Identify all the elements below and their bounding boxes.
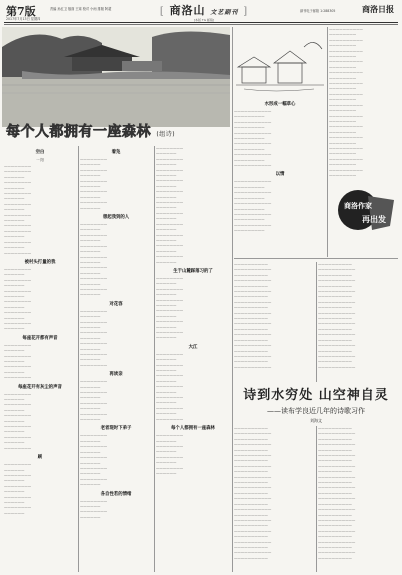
poem-title: 每座花开有灰尘的声音 [18,384,62,390]
column-divider [154,146,155,572]
poem-title: 想起我到的人 [102,215,130,221]
poem-body: ———————— —————— ———————— —————— ———————— —————— ———————— —————— ———————— —————— [80,157,108,210]
article-heading [234,384,398,424]
essay-body: —————————— ——————————— —————————— ——————————— —————————— ——————————— —————————— ——————————— —————————— ——————————— —————————— ——————————— —————————— ——————————— —————————— ——————————— —————————— ——————————— —————————— ——————————— [318,262,356,369]
writers-badge-graphic [328,186,396,238]
poem-body: ———————— ———————— —————— ———————— —————— ———————— —————— ———————— —————— ———————— —————— ———————— ———————— —————— ———————— —————— ———————— [4,164,32,255]
poem-body: ———————— —————— ———————— —————— ———————— —————— ———————— —————— ———————— —————— ———————— —————— ———————— [156,351,184,421]
sketch-graphic [234,27,326,97]
section-zone: 文艺副刊 [210,9,239,16]
poem-title: 每座花开都有声音 [22,335,58,341]
poem-body: ———————— —————— ———————— —————— ———————— —————— ———————— —————— ———————— —————— ———————— [80,308,108,367]
poem-body: ——————————— ————————— ——————————— ————————— ——————————— ————————— ——————————— ————————— ——————————— ————————— ——————————— [234,109,272,168]
article-title: 诗到水穷处 山空神自灵 [243,388,389,403]
essay-body: —————————— ———————— —————————— ———————— —————————— ———————— —————————— ———————— —————————— ———————— —————————— ———————— —————————— ———————— —————————— ———————— —————————— ———————— —————————— ———————— —————————— ———————— —————————— ———————— —————————— ———————— —————————— ———————— [329,27,363,177]
poem-title: 着凫 [111,150,121,155]
poem-body: ———————— —————— ———————— —————— ———————— —————— ———————— [4,342,32,380]
page-number: 第7版 [6,5,36,18]
section-title: 商洛山 [169,4,206,17]
article-subtitle: ——读布学良近几年的诗歌习作 [267,407,365,415]
badge-line-2: 再出发 [362,215,386,224]
poem-title: 刷 [37,455,43,461]
poem-title: 对花容 [109,301,123,307]
village-sketch-illustration [234,27,326,97]
poem-body: ———————— —————— ———————— —————— ———————— —————— ———————— —————— ———————— —————— ———————— —————— ———————— —————— [80,222,108,297]
badge-line-1: 商洛作家 [344,202,372,210]
poem-body: ———————— —————— ———————— —————— ———————— —————— ———————— —————— ———————— —————— [80,433,108,487]
poem-title: 再读亲 [109,372,123,378]
article-author: 刘海文 [310,418,322,423]
essay-body: —————————— ——————————— —————————— ——————————— —————————— ——————————— —————————— ——————————— —————————— ——————————— —————————— ——————————— —————————— ——————————— —————————— ——————————— —————————— ——————————— —————————— ——————————— [234,262,272,369]
lake-pavilion-photo [2,27,230,127]
poem-body: ———————— —————— ———————— —————— ———————— —————— ———————— —————— ———————— —————— [4,462,32,515]
essay-column-c [234,426,314,572]
poem-title: 被村头打量的我 [24,259,56,265]
poem-title: 大江 [188,344,198,350]
poem-title: 各自性若的情绪 [100,491,132,497]
essay-column-b [318,262,398,382]
header-rule-thin [4,24,398,25]
banner-author: (组诗) [156,131,176,138]
newspaper-logo: 商洛日报 [362,4,394,14]
section-masthead: [ 商洛山 文艺副刊 ] [本版 TG 邮箱] [144,2,264,22]
header-rule [4,22,398,23]
essay-column-right [329,27,398,185]
issue-date: 2017年7月13日 星期四 [6,17,41,21]
poem-body: ——————————— ————————— ——————————— ————————— ——————————— ————————— ——————————— ————————— ——————————— ————————— [234,179,272,233]
essay-body: —————————— ——————————— —————————— ——————————— —————————— ——————————— —————————— ——————————— —————————— ——————————— —————————— ——————————— —————————— ——————————— —————————— ——————————— —————————— ——————————— —————————— ——————————— —————————— ——————————— —————————— ——————————— —————————— [234,426,272,560]
poem-body: ———————— —————— ———————— —————— ———————— —————— ———————— —————— [156,433,184,475]
poem-column-1 [4,146,76,572]
poem-author: 一 阳 [36,158,44,162]
poem-body: ———————— —————— ———————— —————— ———————— —————— ———————— —————— ———————— —————— ———————— —————— [4,266,32,331]
essay-column-a [234,262,314,382]
editor-email: 副刊电子邮箱 1:288305 [300,9,336,13]
poem-body: ———————— —————— ———————— —————— ———————— —————— ———————— —————— ———————— —————— ———————— —————— [156,275,184,340]
badge-graphic [328,186,396,238]
banner-title: 每个人都拥有一座森林 (组诗) [6,124,176,140]
poem-title: 以情 [275,172,285,178]
poem-title: 水形成一幅草心 [264,102,296,107]
poem-column-2 [80,146,152,572]
column-divider [316,426,317,572]
column-divider [232,27,233,572]
poem-title: 老者现时下弟子 [100,426,132,432]
poem-title: 生于山麓踩落习的了 [173,268,213,274]
poem-column-4 [234,98,326,256]
section-divider [234,258,398,259]
poem-body: ———————— —————— ———————— —————— [80,498,108,519]
essay-body: —————————— ——————————— —————————— ——————————— —————————— ——————————— —————————— ——————————— —————————— ——————————— —————————— ——————————— —————————— ——————————— —————————— ——————————— —————————— ——————————— —————————— ——————————— —————————— ——————————— —————————— ——————————— —————————— [318,426,356,560]
column-divider [78,146,79,572]
photo-graphic [2,27,230,127]
poem-body: ———————— —————— ———————— —————— ———————— —————— ———————— —————— ———————— —————— ———————— —————— ———————— —————— ———————— —————— ———————— —————— ———————— —————— ———————— —————— [156,146,184,264]
essay-column-d [318,426,398,572]
page-header [4,2,398,22]
editor-info: 责编 孙红卫 版面 王赛 校对 小雨 排版 阿超 [50,7,112,11]
column-divider [316,262,317,382]
poem-body: ———————— —————— ———————— —————— ———————— —————— ———————— —————— ———————— —————— ———————— [4,391,32,450]
poem-title: 每个人都拥有一座森林 [171,426,215,432]
poem-body: ———————— —————— ———————— —————— ———————— —————— ———————— —————— [80,379,108,422]
poem-column-3 [156,146,230,572]
poem-title: 空白 [35,150,45,155]
section-email: [本版 TG 邮箱] [193,18,215,22]
